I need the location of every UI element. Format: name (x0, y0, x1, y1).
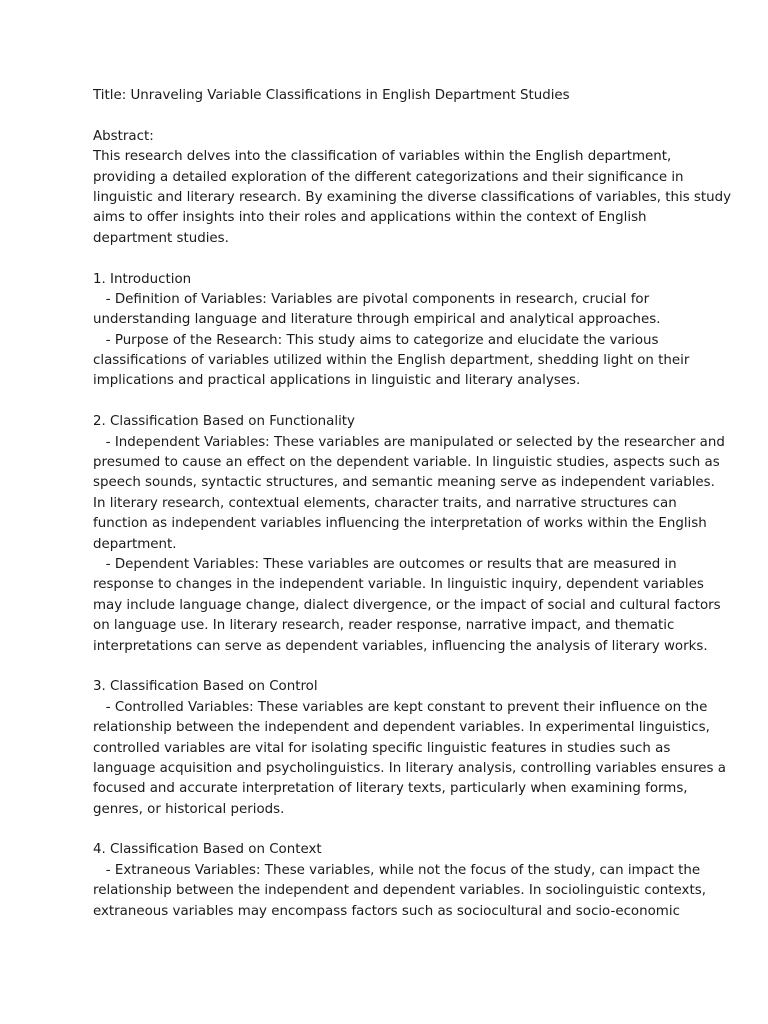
section-line: - Controlled Variables: These variables are kept constant to prevent their influence on the (93, 699, 708, 715)
section-line: interpretations can serve as dependent variables, influencing the analysis of literary works. (93, 638, 708, 654)
section-line: speech sounds, syntactic structures, and semantic meaning serve as independent variables. (93, 475, 715, 491)
spacer (93, 657, 683, 677)
section-line: - Purpose of the Research: This study aims to categorize and elucidate the various (93, 332, 659, 348)
spacer (93, 392, 683, 412)
abstract-line: This research delves into the classification of variables within the English department, (93, 149, 672, 165)
section-line: - Extraneous Variables: These variables, while not the focus of the study, can impact the (93, 862, 701, 878)
document-title: Title: Unraveling Variable Classifications in English Department Studies (93, 88, 570, 103)
section-heading: 2. Classification Based on Functionality (93, 414, 355, 430)
document-page (93, 86, 732, 922)
section-heading: 4. Classification Based on Context (93, 842, 322, 858)
section-line: on language use. In literary research, reader response, narrative impact, and thematic (93, 618, 675, 634)
spacer (93, 249, 683, 269)
section-heading: 1. Introduction (93, 271, 192, 287)
abstract-line: aims to offer insights into their roles and applications within the context of English (93, 210, 647, 226)
section-line: function as independent variables influencing the interpretation of works within the English (93, 516, 707, 532)
section-line: presumed to cause an effect on the dependent variable. In linguistic studies, aspects such as (93, 455, 720, 471)
spacer (93, 820, 683, 840)
section-line: language acquisition and psycholinguistics. In literary analysis, controlling variables ensures a (93, 760, 726, 776)
section-line: relationship between the independent and dependent variables. In sociolinguistic contexts, (93, 883, 706, 899)
abstract-line: department studies. (93, 230, 229, 246)
section-line: In literary research, contextual elements, character traits, and narrative structures can (93, 495, 677, 511)
section-line: genres, or historical periods. (93, 801, 285, 817)
section-line: department. (93, 536, 177, 552)
section-line: extraneous variables may encompass factors such as sociocultural and socio-economic (93, 903, 680, 919)
section-heading: 3. Classification Based on Control (93, 679, 318, 695)
section-line: may include language change, dialect divergence, or the impact of social and cultural factors (93, 597, 721, 613)
section-line: understanding language and literature through empirical and analytical approaches. (93, 312, 661, 328)
section-line: - Definition of Variables: Variables are pivotal components in research, crucial for (93, 291, 650, 307)
section-line: classifications of variables utilized within the English department, shedding light on their (93, 353, 690, 369)
section-line: relationship between the independent and dependent variables. In experimental linguistics, (93, 720, 710, 736)
section-line: - Independent Variables: These variables are manipulated or selected by the researcher and (93, 434, 725, 450)
section-line: focused and accurate interpretation of literary texts, particularly when examining forms, (93, 781, 688, 797)
section-line: controlled variables are vital for isolating specific linguistic features in studies such as (93, 740, 671, 756)
spacer (93, 106, 683, 126)
section-line: implications and practical applications in linguistic and literary analyses. (93, 373, 581, 389)
abstract-heading: Abstract: (93, 128, 154, 144)
section-line: response to changes in the independent variable. In linguistic inquiry, dependent variables (93, 577, 704, 593)
abstract-line: linguistic and literary research. By examining the diverse classifications of variables, this study (93, 189, 732, 205)
section-line: - Dependent Variables: These variables are outcomes or results that are measured in (93, 556, 677, 572)
abstract-line: providing a detailed exploration of the different categorizations and their significance in (93, 169, 684, 185)
